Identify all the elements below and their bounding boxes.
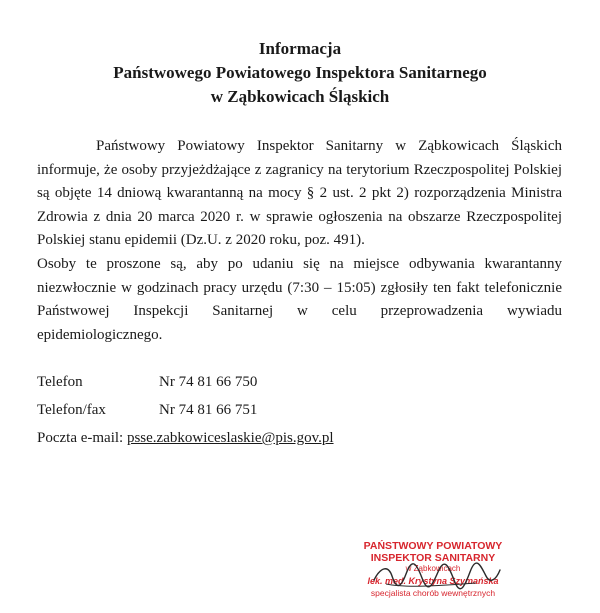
email-link[interactable]: psse.zabkowiceslaskie@pis.gov.pl [126, 430, 334, 446]
paragraph-reporting-instructions: Osoby te proszone są, aby po udaniu się na miejsce odbywania kwarantanny niezwłocznie w godzinach pracy urzędu (7:30 – 15:05) zgłosiły ten fakt telefonicznie Państwowej Inspekcji Sanitarnej w celu przeprowadzenia wywiadu epidemiologicznego. [37, 255, 562, 343]
email-row [37, 430, 334, 447]
fax-label: Telefon/fax [37, 402, 106, 418]
announcement-body [37, 135, 562, 347]
stamp-line-5: specjalista chorób wewnętrznych [370, 588, 496, 598]
fax-number: Nr 74 81 66 751 [159, 402, 258, 418]
stamp-line-3: w Ząbkowicach [405, 564, 461, 573]
document-title: Informacja [258, 39, 342, 58]
stamp-line-4: lek. med. Krystyna Szymańska [367, 576, 499, 586]
stamp-line-1: PAŃSTWOWY POWIATOWY [363, 540, 503, 552]
issuer-title: Państwowego Powiatowego Inspektora Sanitarnego [113, 63, 487, 82]
official-stamp [338, 538, 528, 608]
paragraph-quarantine-info: Państwowy Powiatowy Inspektor Sanitarny w Ząbkowicach Śląskich informuje, że osoby przyjeżdżające z zagranicy na terytorium Rzeczpospolitej Polskiej są objęte 14 dniową kwarantanną na mocy § 2 ust. 2 pkt 2) rozporządzenia Ministra Zdrowia z dnia 20 marca 2020 r. w sprawie ogłoszenia na obszarze Rzeczpospolitej Polskiej stanu epidemii (Dz.U. z 2020 roku, poz. 491). [37, 138, 562, 249]
phone-label: Telefon [37, 374, 83, 390]
phone-number: Nr 74 81 66 750 [159, 374, 258, 390]
issuer-location: w Ząbkowicach Śląskich [210, 87, 390, 106]
email-label: Poczta e-mail: [37, 430, 127, 446]
stamp-line-2: INSPEKTOR SANITARNY [370, 552, 496, 564]
handwritten-signature [366, 550, 506, 598]
